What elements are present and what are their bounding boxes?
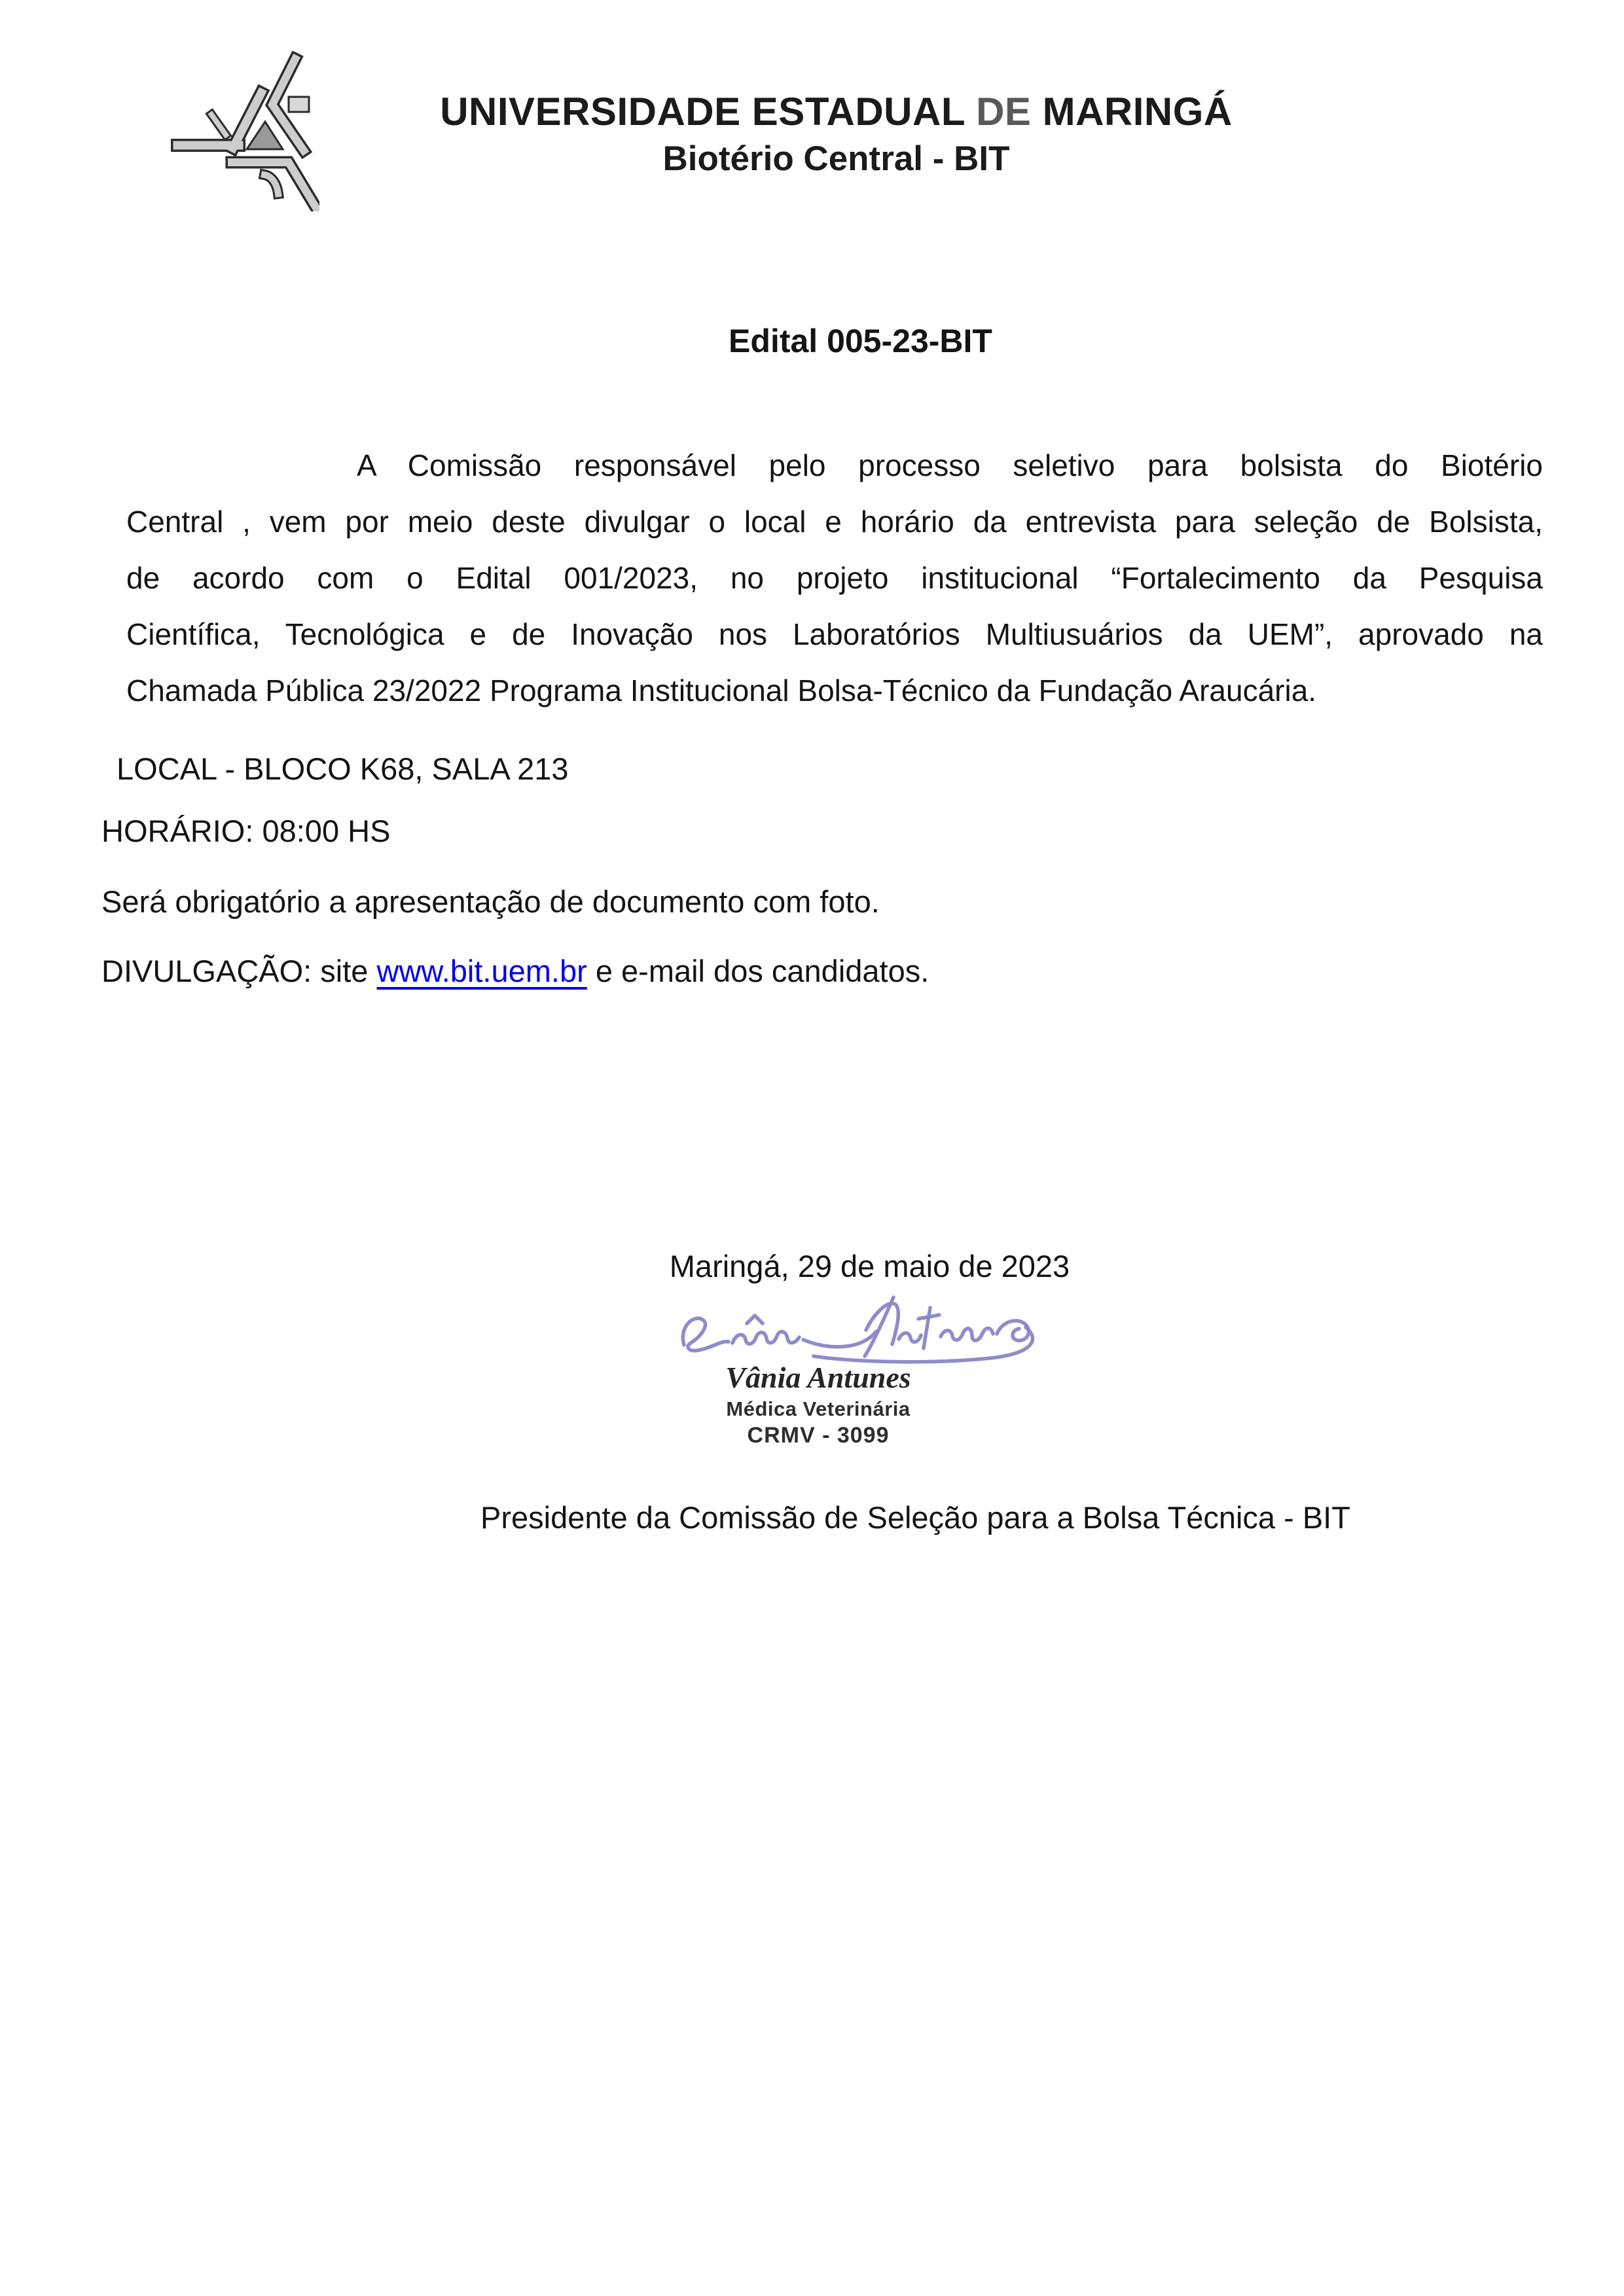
- paragraph-line: A Comissão responsável pelo processo seletivo para bolsista do Biotério: [357, 448, 1543, 482]
- divulgacao-suffix: e e-mail dos candidatos.: [586, 954, 929, 988]
- paragraph-line: Central , vem por meio deste divulgar o local e horário da entrevista para seleção de Bolsista,: [126, 505, 1543, 539]
- divulgacao-line: [101, 943, 929, 999]
- horario-line: HORÁRIO: 08:00 HS: [101, 814, 391, 848]
- institution-name-part1: UNIVERSIDADE ESTADUAL: [440, 90, 977, 134]
- edital-title: Edital 005-23-BIT: [729, 323, 992, 359]
- institution-name: [24, 88, 1624, 135]
- divulgacao-prefix: DIVULGAÇÃO: site: [101, 954, 377, 988]
- documento-line: Será obrigatório a apresentação de documento com foto.: [101, 884, 880, 919]
- stamp-role: Médica Veterinária: [726, 1397, 911, 1420]
- institution-name-city: MARINGÁ: [1031, 90, 1233, 134]
- bit-site-link[interactable]: www.bit.uem.br: [376, 954, 587, 988]
- president-line: Presidente da Comissão de Seleção para a Bolsa Técnica - BIT: [480, 1500, 1350, 1535]
- date-line: Maringá, 29 de maio de 2023: [669, 1249, 1070, 1283]
- paragraph-line: de acordo com o Edital 001/2023, no projeto institucional “Fortalecimento da Pesquisa: [126, 561, 1543, 595]
- local-line: LOCAL - BLOCO K68, SALA 213: [117, 751, 569, 786]
- signature-stamp: [655, 1363, 982, 1448]
- stamp-name: Vânia Antunes: [725, 1361, 911, 1394]
- stamp-registry: CRMV - 3099: [747, 1423, 890, 1448]
- institution-name-de: DE: [976, 90, 1032, 134]
- department-name: Biotério Central - BIT: [662, 139, 1010, 178]
- paragraph-line: Chamada Pública 23/2022 Programa Institucional Bolsa-Técnico da Fundação Araucária.: [126, 673, 1317, 708]
- letterhead: [24, 88, 1624, 180]
- paragraph-line: Científica, Tecnológica e de Inovação nos Laboratórios Multiusuários da UEM”, aprovado na: [126, 617, 1543, 651]
- body-paragraph: [126, 437, 1543, 719]
